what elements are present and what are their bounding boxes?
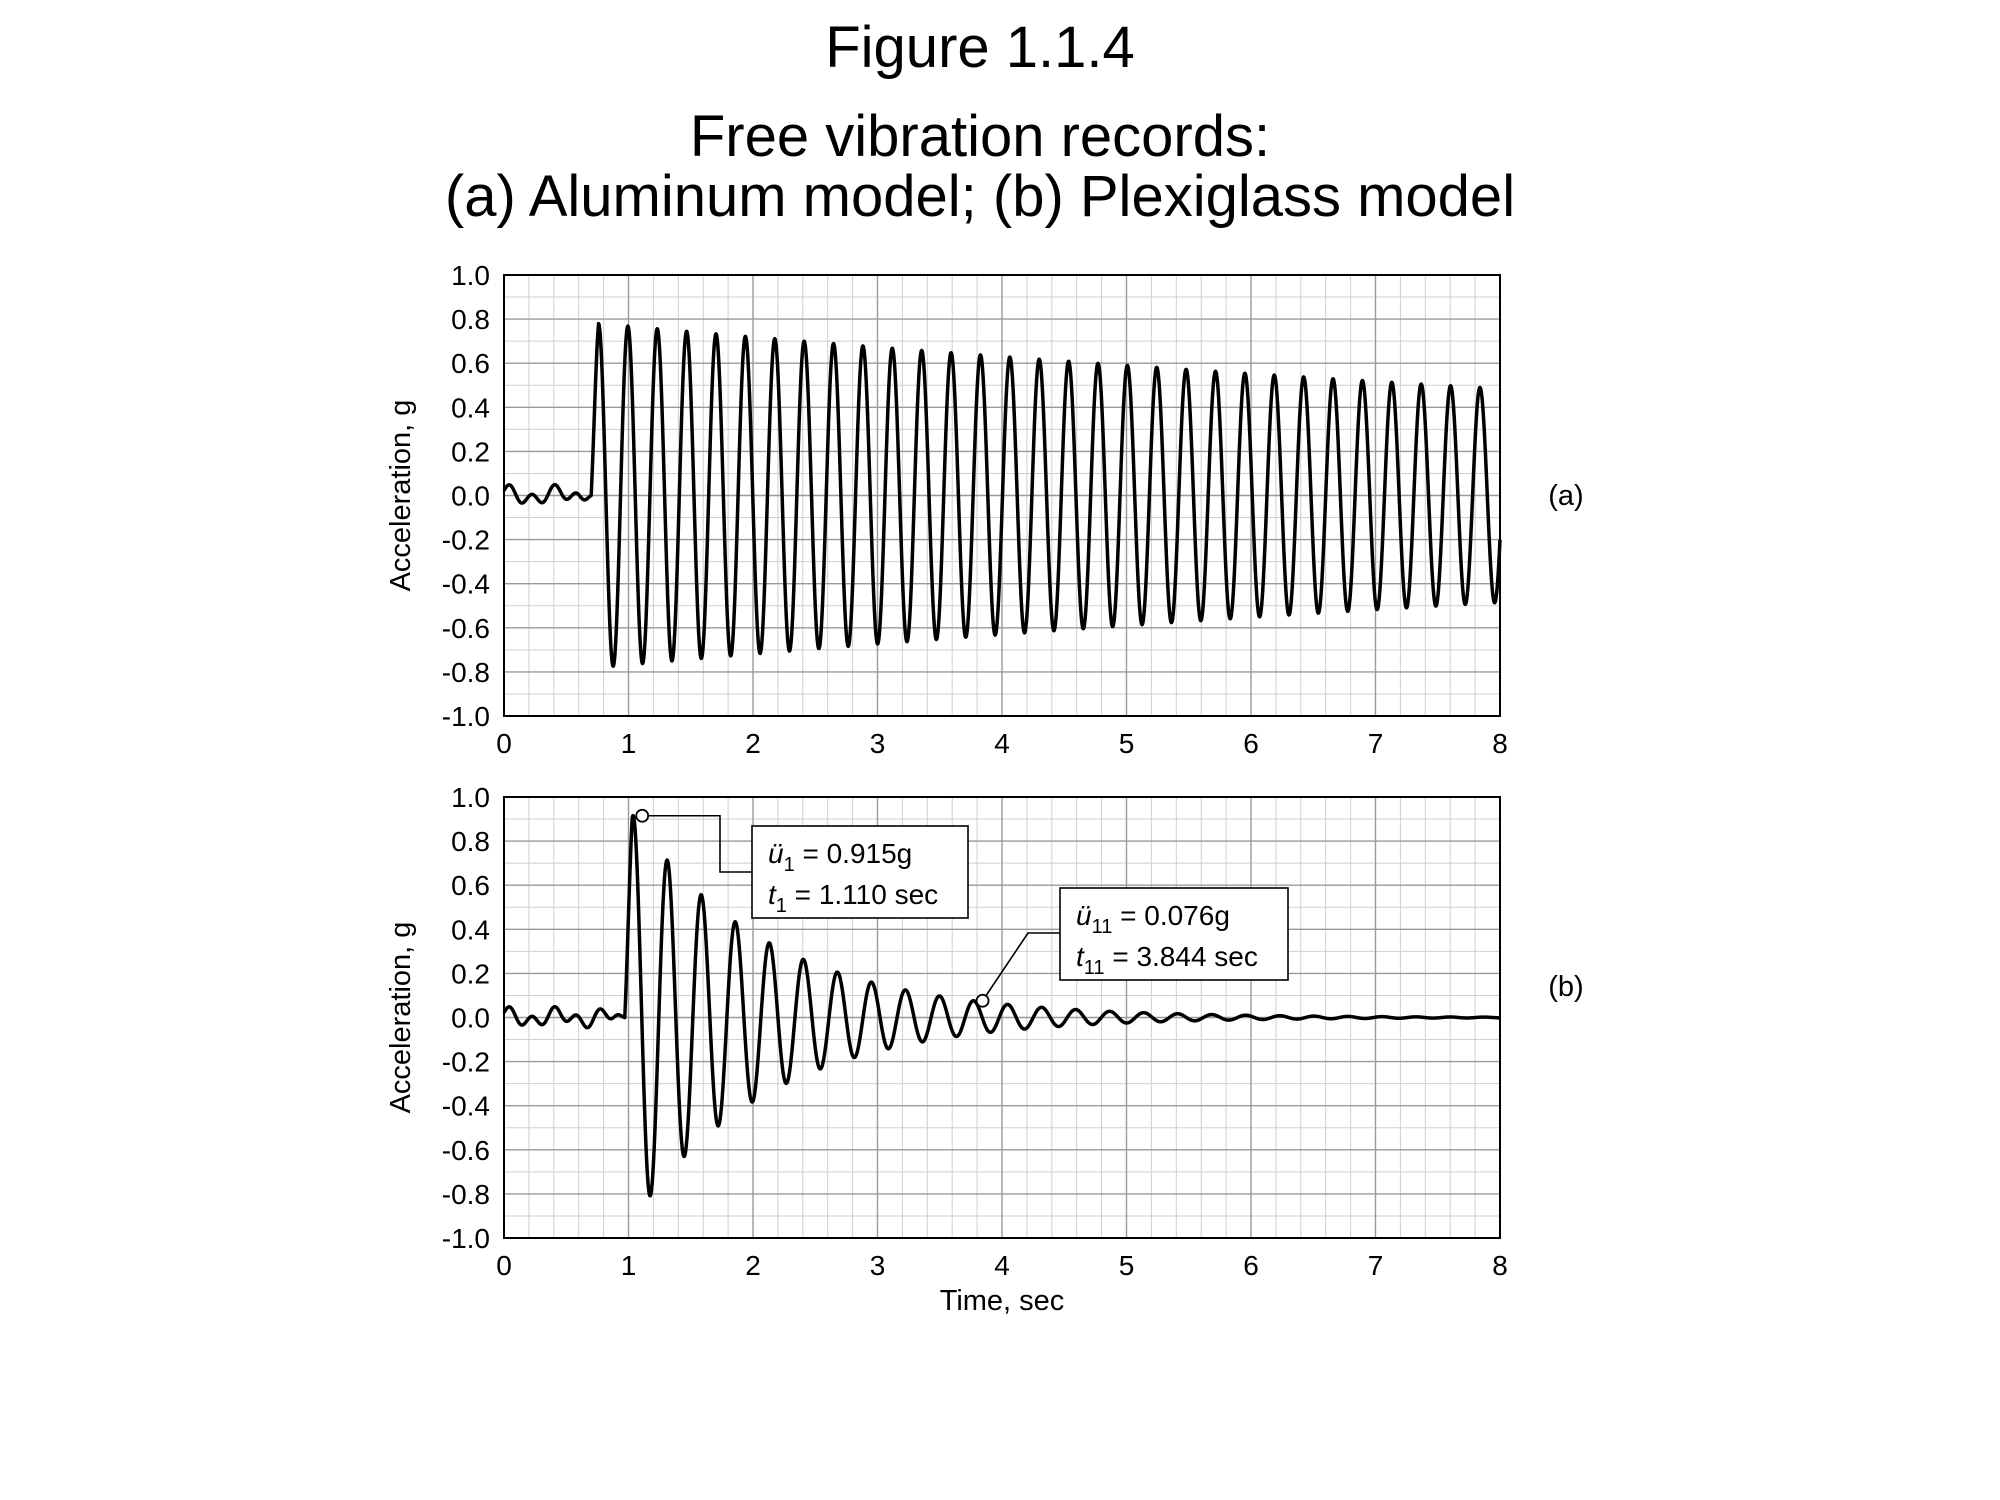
x-tick-label: 5 bbox=[1118, 728, 1135, 759]
chart-a bbox=[385, 260, 1584, 759]
x-tick-label: 7 bbox=[1367, 728, 1384, 759]
y-tick-label: 0.4 bbox=[451, 392, 490, 424]
y-tick-label: 1.0 bbox=[451, 260, 490, 291]
x-tick-label: 3 bbox=[869, 1250, 886, 1281]
y-tick-label: -0.6 bbox=[441, 612, 490, 644]
x-tick-label: 0 bbox=[496, 1250, 512, 1281]
chart-b-annotations bbox=[636, 810, 1288, 1007]
x-tick-label: 0 bbox=[496, 728, 512, 759]
chart-b-x-axis-label: Time, sec bbox=[939, 1285, 1065, 1317]
figure-subtitle-line2: (a) Aluminum model; (b) Plexiglass model bbox=[444, 164, 1516, 229]
chart-a-y-axis-label: Acceleration, g bbox=[385, 399, 417, 592]
y-tick-label: -0.2 bbox=[441, 1046, 490, 1078]
chart-b-y-axis-label: Acceleration, g bbox=[385, 921, 417, 1114]
x-tick-label: 6 bbox=[1243, 1250, 1259, 1281]
chart-b bbox=[385, 782, 1584, 1317]
y-tick-label: 0.0 bbox=[451, 1002, 490, 1034]
x-tick-label: 4 bbox=[994, 728, 1010, 759]
y-tick-label: 0.2 bbox=[451, 436, 490, 468]
chart-b-panel-label: (b) bbox=[1548, 971, 1584, 1003]
y-tick-label: 0.4 bbox=[451, 914, 490, 946]
annotation-text: $t_{11} = 3.844$ sec bbox=[1076, 941, 1258, 979]
y-tick-label: 0.8 bbox=[451, 826, 490, 858]
x-tick-label: 1 bbox=[620, 728, 637, 759]
annotation-text: $ü_{11} = 0.076g$ bbox=[1076, 900, 1230, 938]
chart-a-panel-label: (a) bbox=[1548, 480, 1584, 512]
y-tick-label: -0.6 bbox=[441, 1134, 490, 1166]
x-tick-label: 2 bbox=[745, 1250, 761, 1281]
x-tick-label: 8 bbox=[1492, 728, 1508, 759]
y-tick-label: 0.2 bbox=[451, 958, 490, 990]
x-tick-label: 1 bbox=[620, 1250, 637, 1281]
annotation-text: $t_1 = 1.110$ sec bbox=[768, 879, 939, 917]
y-tick-label: -0.4 bbox=[441, 568, 490, 600]
annotation-marker bbox=[977, 995, 989, 1007]
y-tick-label: -0.8 bbox=[441, 656, 490, 688]
x-tick-label: 8 bbox=[1492, 1250, 1508, 1281]
annotation-marker bbox=[636, 810, 648, 822]
y-tick-label: 0.6 bbox=[451, 870, 490, 902]
y-tick-label: -0.4 bbox=[441, 1090, 490, 1122]
y-tick-label: -0.2 bbox=[441, 524, 490, 556]
x-tick-label: 4 bbox=[994, 1250, 1010, 1281]
chart-b-y-ticks bbox=[442, 782, 490, 1254]
x-tick-label: 5 bbox=[1118, 1250, 1135, 1281]
figure-subtitle-line1: Free vibration records: bbox=[689, 104, 1271, 169]
y-tick-label: -0.8 bbox=[441, 1178, 490, 1210]
x-tick-label: 3 bbox=[869, 728, 886, 759]
chart-b-x-ticks bbox=[496, 1250, 1508, 1281]
y-tick-label: -1.0 bbox=[441, 701, 490, 732]
y-tick-label: 1.0 bbox=[451, 782, 490, 813]
y-tick-label: -1.0 bbox=[441, 1223, 490, 1254]
chart-a-y-ticks bbox=[442, 260, 490, 732]
annotation-leader-line bbox=[983, 933, 1060, 1001]
chart-a-x-ticks bbox=[496, 728, 1508, 759]
x-tick-label: 2 bbox=[745, 728, 761, 759]
figure-label: Figure 1.1.4 bbox=[825, 15, 1135, 80]
annotation-text: $ü_1 = 0.915g$ bbox=[768, 838, 913, 876]
y-tick-label: 0.8 bbox=[451, 304, 490, 336]
x-tick-label: 6 bbox=[1243, 728, 1259, 759]
x-tick-label: 7 bbox=[1367, 1250, 1384, 1281]
y-tick-label: 0.6 bbox=[451, 348, 490, 380]
y-tick-label: 0.0 bbox=[451, 480, 490, 512]
